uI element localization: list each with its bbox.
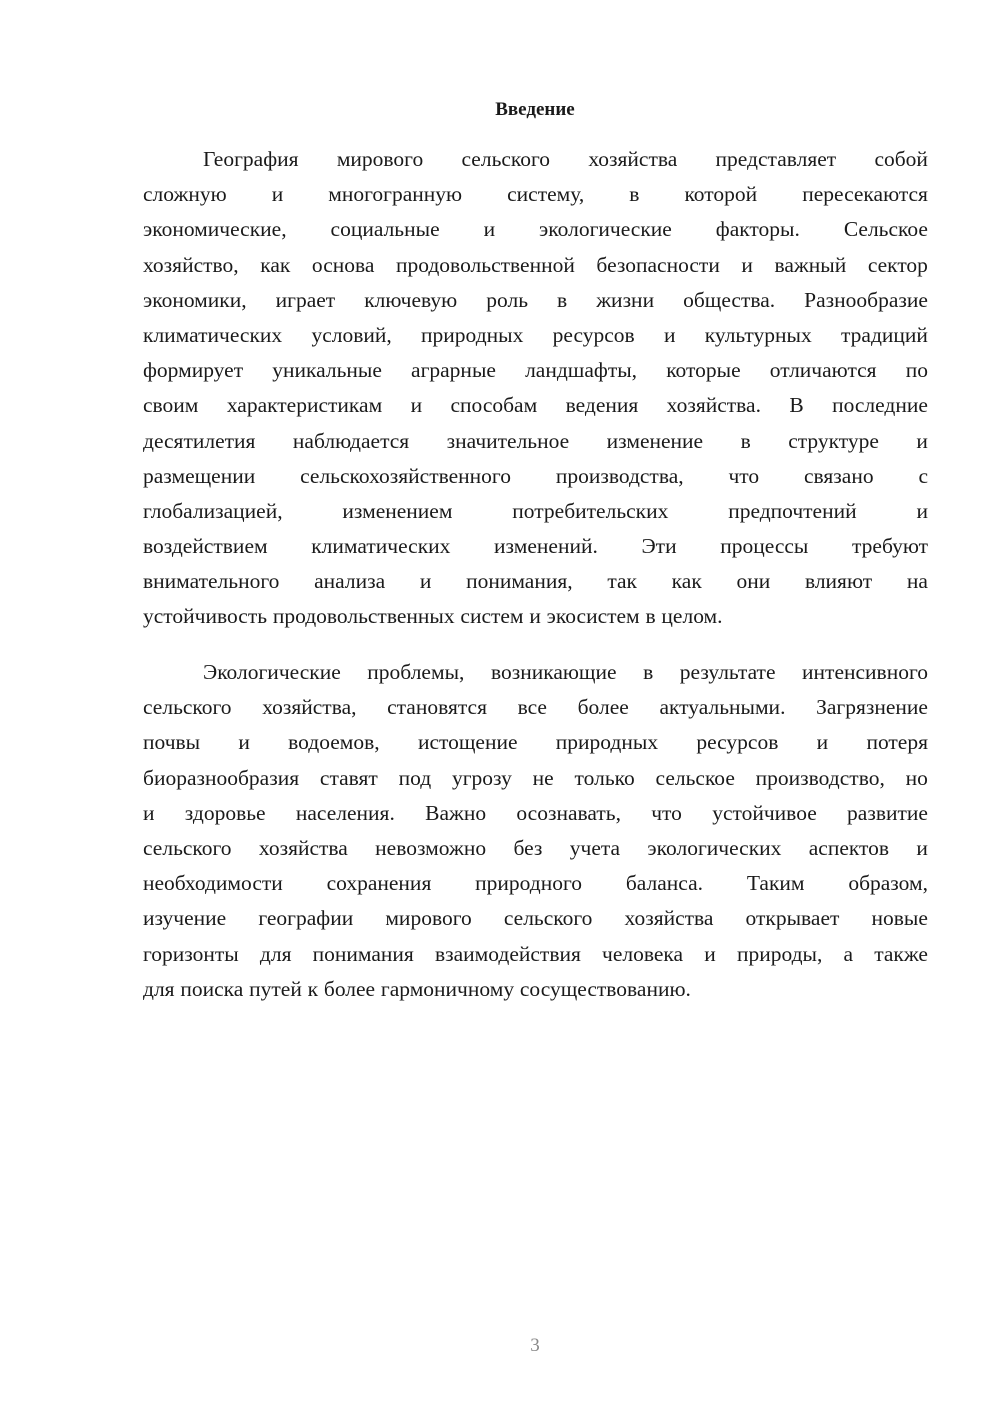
- text-line: хозяйство, как основа продовольственной безопасности и важный сектор: [143, 252, 928, 277]
- text-line: воздействием климатических изменений. Эти процессы требуют: [143, 534, 928, 559]
- text-line: глобализацией, изменением потребительских предпочтений и: [143, 498, 928, 523]
- text-line: десятилетия наблюдается значительное изменение в структуре и: [143, 428, 928, 453]
- page-number: 3: [530, 1335, 540, 1356]
- text-line: изучение географии мирового сельского хозяйства открывает новые: [143, 906, 928, 931]
- text-line: сложную и многогранную систему, в которой пересекаются: [143, 182, 928, 207]
- text-line: сельского хозяйства, становятся все более актуальными. Загрязнение: [143, 695, 928, 720]
- text-line: устойчивость продовольственных систем и экосистем в целом.: [143, 604, 723, 629]
- text-line: внимательного анализа и понимания, так как они влияют на: [143, 569, 928, 594]
- text-line: горизонты для понимания взаимодействия человека и природы, а также: [143, 941, 928, 966]
- paragraph-intro: [143, 142, 928, 635]
- text-line: размещении сельскохозяйственного производства, что связано с: [143, 463, 928, 488]
- text-line: почвы и водоемов, истощение природных ресурсов и потеря: [143, 730, 928, 755]
- text-line: и здоровье населения. Важно осознавать, что устойчивое развитие: [143, 800, 928, 825]
- text-line: биоразнообразия ставят под угрозу не только сельское производство, но: [143, 765, 928, 790]
- text-line: Экологические проблемы, возникающие в результате интенсивного: [203, 660, 928, 684]
- section-heading: Введение: [495, 99, 575, 120]
- text-line: своим характеристикам и способам ведения хозяйства. В последние: [143, 393, 928, 418]
- text-line: для поиска путей к более гармоничному сосуществованию.: [143, 976, 691, 1001]
- text-line: необходимости сохранения природного баланса. Таким образом,: [143, 871, 928, 896]
- text-line: экономики, играет ключевую роль в жизни общества. Разнообразие: [143, 287, 928, 312]
- text-line: экономические, социальные и экологические факторы. Сельское: [143, 217, 928, 242]
- paragraph-ecology: [143, 655, 928, 1007]
- text-line: География мирового сельского хозяйства представляет собой: [203, 147, 928, 171]
- text-line: сельского хозяйства невозможно без учета экологических аспектов и: [143, 835, 928, 860]
- text-line: климатических условий, природных ресурсов и культурных традиций: [143, 322, 928, 347]
- text-line: формирует уникальные аграрные ландшафты, которые отличаются по: [143, 358, 928, 383]
